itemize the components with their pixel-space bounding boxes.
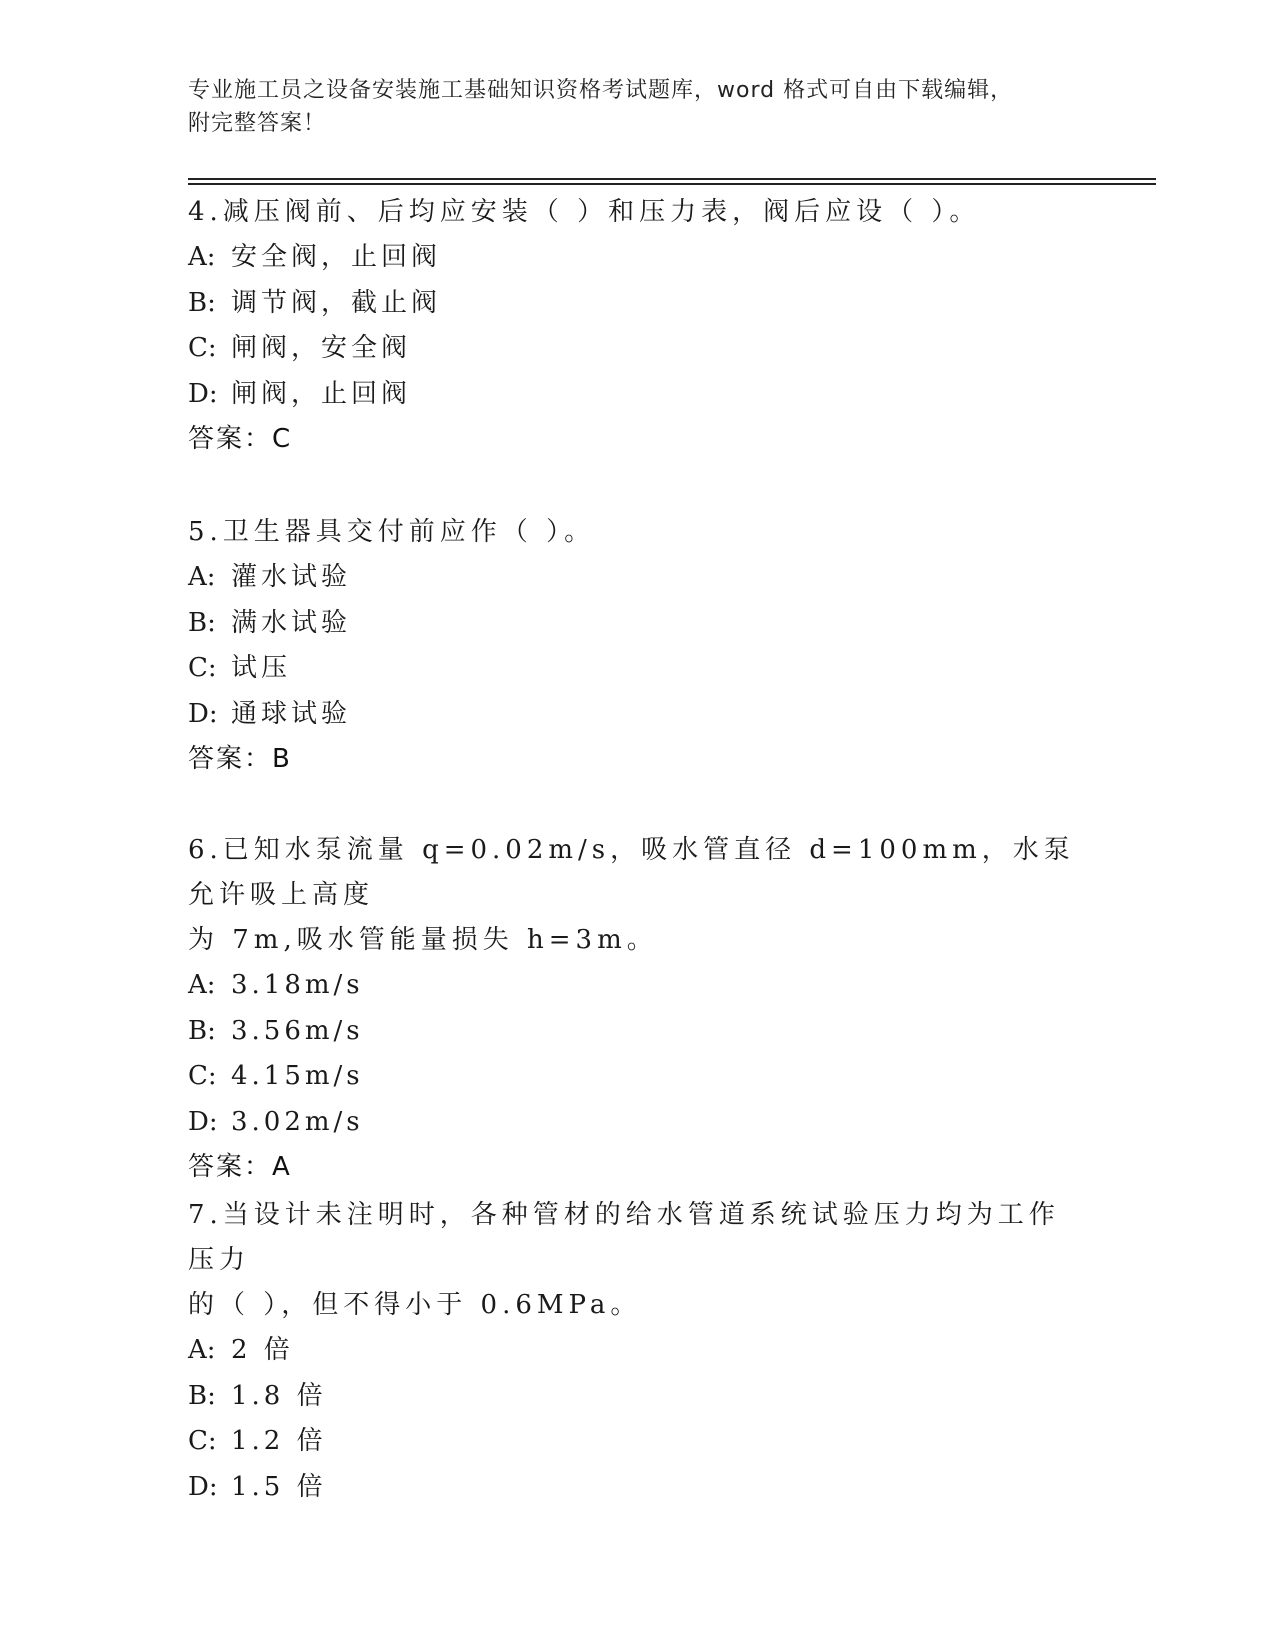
option-letter: A: <box>188 242 216 272</box>
answer-line: 答案：A <box>188 1152 292 1182</box>
option-text: 3.56m/s <box>231 1015 364 1046</box>
option-text: 试压 <box>231 653 292 683</box>
option-d <box>188 1465 1088 1511</box>
option-d <box>188 372 1088 418</box>
option-letter: B: <box>188 287 216 318</box>
header-line-1: 专业施工员之设备安装施工基础知识资格考试题库，word 格式可自由下载编辑， <box>188 78 1014 103</box>
option-a <box>188 555 1088 601</box>
question-stem: 4.减压阀前、后均应安装（ ）和压力表，阀后应设（ ）。 <box>188 197 981 227</box>
option-letter: A: <box>188 970 216 1000</box>
option-letter: B: <box>188 1380 216 1411</box>
option-text: 闸阀，止回阀 <box>231 378 412 409</box>
option-letter: D: <box>188 1106 218 1137</box>
option-letter: A: <box>188 562 216 592</box>
option-letter: D: <box>188 1471 218 1502</box>
option-text: 4.15m/s <box>231 1061 364 1091</box>
option-text: 满水试验 <box>231 607 352 638</box>
question-stem: 5.卫生器具交付前应作（ ）。 <box>188 517 596 547</box>
option-text: 1.2 倍 <box>231 1426 327 1456</box>
question-5 <box>188 510 1088 782</box>
option-letter: B: <box>188 607 216 638</box>
option-b <box>188 1374 1088 1420</box>
option-text: 调节阀，截止阀 <box>231 287 442 318</box>
document-header <box>188 74 1068 140</box>
option-letter: C: <box>188 1061 217 1091</box>
header-line-2: 附完整答案！ <box>188 111 327 136</box>
option-letter: D: <box>188 378 218 409</box>
question-4 <box>188 190 1088 462</box>
option-text: 1.8 倍 <box>231 1380 327 1411</box>
question-6 <box>188 828 1088 1190</box>
option-a <box>188 235 1088 281</box>
option-text: 灌水试验 <box>231 562 352 592</box>
answer-line: 答案：C <box>188 424 293 454</box>
option-b <box>188 281 1088 327</box>
option-letter: D: <box>188 698 218 729</box>
option-letter: C: <box>188 1426 217 1456</box>
option-b <box>188 601 1088 647</box>
question-stem-line-1: 7.当设计未注明时，各种管材的给水管道系统试验压力均为工作压力 <box>188 1200 1060 1275</box>
option-text: 3.18m/s <box>231 970 364 1000</box>
question-stem-line-2: 为 7m,吸水管能量损失 h=3m。 <box>188 925 658 955</box>
question-stem-line-1: 6.已知水泵流量 q=0.02m/s，吸水管直径 d=100mm，水泵允许吸上高度 <box>188 835 1075 910</box>
option-c <box>188 326 1088 372</box>
option-letter: B: <box>188 1015 216 1046</box>
option-text: 安全阀，止回阀 <box>231 242 442 272</box>
option-letter: A: <box>188 1335 216 1365</box>
option-d <box>188 692 1088 738</box>
question-7 <box>188 1193 1088 1510</box>
option-text: 3.02m/s <box>231 1106 364 1137</box>
option-text: 闸阀，安全阀 <box>231 333 412 363</box>
option-text: 2 倍 <box>231 1335 294 1365</box>
option-c <box>188 1419 1088 1465</box>
option-letter: C: <box>188 333 217 363</box>
option-c <box>188 1054 1088 1100</box>
option-letter: C: <box>188 653 217 683</box>
option-c <box>188 646 1088 692</box>
question-stem-line-2: 的（ ），但不得小于 0.6MPa。 <box>188 1290 642 1320</box>
option-a <box>188 963 1088 1009</box>
option-d <box>188 1100 1088 1146</box>
option-a <box>188 1328 1088 1374</box>
option-b <box>188 1009 1088 1055</box>
header-divider-bottom <box>188 183 1156 185</box>
header-divider-top <box>188 178 1156 180</box>
answer-line: 答案：B <box>188 744 292 774</box>
option-text: 通球试验 <box>231 698 352 729</box>
option-text: 1.5 倍 <box>231 1471 327 1502</box>
